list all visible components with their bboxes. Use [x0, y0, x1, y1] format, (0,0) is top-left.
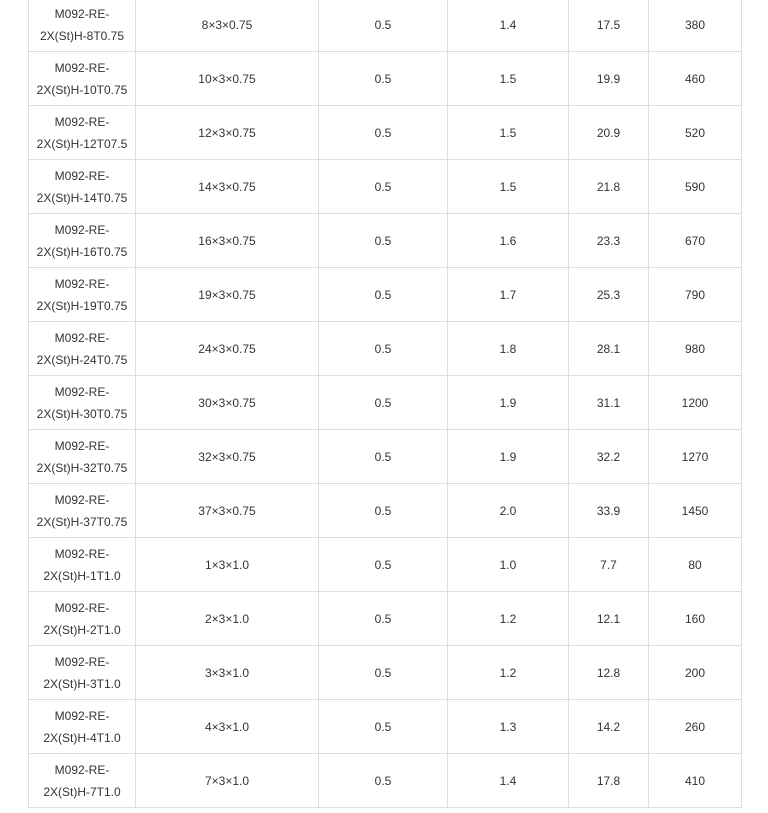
value-cell-col6: 410	[649, 754, 742, 808]
value-cell-col6: 590	[649, 160, 742, 214]
model-code-line2: 2X(St)H-24T0.75	[36, 352, 128, 367]
construction-cell: 1×3×1.0	[136, 538, 319, 592]
model-code-line1: M092-RE-	[54, 708, 110, 723]
model-code-line1: M092-RE-	[54, 114, 110, 129]
value-cell-col4: 2.0	[448, 484, 569, 538]
value-cell-col5: 19.9	[569, 52, 649, 106]
value-cell-col5: 28.1	[569, 322, 649, 376]
model-code-line2: 2X(St)H-3T1.0	[43, 676, 121, 691]
value-cell-col5: 7.7	[569, 538, 649, 592]
value-cell-col3: 0.5	[319, 268, 448, 322]
value-cell-col5: 32.2	[569, 430, 649, 484]
model-cell	[29, 484, 136, 538]
value-cell-col6: 460	[649, 52, 742, 106]
model-cell	[29, 700, 136, 754]
value-cell-col6: 1450	[649, 484, 742, 538]
model-cell	[29, 160, 136, 214]
model-code-line2: 2X(St)H-10T0.75	[36, 82, 128, 97]
value-cell-col4: 1.4	[448, 754, 569, 808]
model-cell	[29, 0, 136, 52]
table-row	[29, 268, 742, 322]
table-row	[29, 376, 742, 430]
table-row	[29, 52, 742, 106]
model-code-line1: M092-RE-	[54, 330, 110, 345]
value-cell-col4: 1.5	[448, 160, 569, 214]
value-cell-col4: 1.0	[448, 538, 569, 592]
value-cell-col3: 0.5	[319, 214, 448, 268]
value-cell-col6: 80	[649, 538, 742, 592]
model-code-line2: 2X(St)H-14T0.75	[36, 190, 128, 205]
model-code-line1: M092-RE-	[54, 492, 110, 507]
table-row	[29, 700, 742, 754]
model-code-line1: M092-RE-	[54, 60, 110, 75]
model-code-line2: 2X(St)H-16T0.75	[36, 244, 128, 259]
table-row	[29, 0, 742, 52]
value-cell-col4: 1.2	[448, 592, 569, 646]
value-cell-col5: 17.5	[569, 0, 649, 52]
construction-cell: 4×3×1.0	[136, 700, 319, 754]
value-cell-col3: 0.5	[319, 700, 448, 754]
value-cell-col3: 0.5	[319, 592, 448, 646]
construction-cell: 14×3×0.75	[136, 160, 319, 214]
construction-cell: 32×3×0.75	[136, 430, 319, 484]
construction-cell: 3×3×1.0	[136, 646, 319, 700]
model-code-line2: 2X(St)H-19T0.75	[36, 298, 128, 313]
value-cell-col6: 380	[649, 0, 742, 52]
value-cell-col4: 1.7	[448, 268, 569, 322]
model-code-line1: M092-RE-	[54, 384, 110, 399]
model-code-line1: M092-RE-	[54, 438, 110, 453]
model-cell	[29, 322, 136, 376]
value-cell-col6: 790	[649, 268, 742, 322]
value-cell-col3: 0.5	[319, 0, 448, 52]
model-cell	[29, 214, 136, 268]
model-cell	[29, 430, 136, 484]
table-body	[29, 0, 742, 808]
value-cell-col4: 1.8	[448, 322, 569, 376]
value-cell-col5: 23.3	[569, 214, 649, 268]
model-code-line1: M092-RE-	[54, 600, 110, 615]
value-cell-col5: 12.1	[569, 592, 649, 646]
value-cell-col5: 33.9	[569, 484, 649, 538]
value-cell-col6: 670	[649, 214, 742, 268]
construction-cell: 37×3×0.75	[136, 484, 319, 538]
value-cell-col4: 1.5	[448, 106, 569, 160]
model-code-line2: 2X(St)H-1T1.0	[43, 568, 121, 583]
model-cell	[29, 52, 136, 106]
value-cell-col5: 25.3	[569, 268, 649, 322]
construction-cell: 30×3×0.75	[136, 376, 319, 430]
value-cell-col6: 1200	[649, 376, 742, 430]
cable-spec-table	[28, 0, 742, 808]
construction-cell: 16×3×0.75	[136, 214, 319, 268]
value-cell-col4: 1.9	[448, 376, 569, 430]
spec-table-container	[28, 0, 741, 808]
value-cell-col3: 0.5	[319, 754, 448, 808]
value-cell-col6: 1270	[649, 430, 742, 484]
model-code-line1: M092-RE-	[54, 762, 110, 777]
construction-cell: 8×3×0.75	[136, 0, 319, 52]
table-row	[29, 538, 742, 592]
model-code-line2: 2X(St)H-4T1.0	[43, 730, 121, 745]
value-cell-col3: 0.5	[319, 646, 448, 700]
construction-cell: 10×3×0.75	[136, 52, 319, 106]
construction-cell: 2×3×1.0	[136, 592, 319, 646]
table-row	[29, 592, 742, 646]
value-cell-col5: 20.9	[569, 106, 649, 160]
value-cell-col6: 520	[649, 106, 742, 160]
value-cell-col5: 31.1	[569, 376, 649, 430]
model-code-line1: M092-RE-	[54, 6, 110, 21]
table-row	[29, 160, 742, 214]
table-row	[29, 430, 742, 484]
model-cell	[29, 376, 136, 430]
value-cell-col3: 0.5	[319, 376, 448, 430]
model-cell	[29, 106, 136, 160]
model-code-line2: 2X(St)H-30T0.75	[36, 406, 128, 421]
table-row	[29, 754, 742, 808]
model-code-line2: 2X(St)H-37T0.75	[36, 514, 128, 529]
value-cell-col5: 17.8	[569, 754, 649, 808]
value-cell-col3: 0.5	[319, 52, 448, 106]
value-cell-col4: 1.5	[448, 52, 569, 106]
value-cell-col5: 21.8	[569, 160, 649, 214]
value-cell-col3: 0.5	[319, 106, 448, 160]
model-cell	[29, 268, 136, 322]
construction-cell: 19×3×0.75	[136, 268, 319, 322]
model-code-line1: M092-RE-	[54, 168, 110, 183]
value-cell-col3: 0.5	[319, 484, 448, 538]
table-row	[29, 322, 742, 376]
value-cell-col4: 1.4	[448, 0, 569, 52]
value-cell-col4: 1.2	[448, 646, 569, 700]
model-code-line2: 2X(St)H-2T1.0	[43, 622, 121, 637]
model-code-line2: 2X(St)H-7T1.0	[43, 784, 121, 799]
value-cell-col3: 0.5	[319, 322, 448, 376]
value-cell-col6: 260	[649, 700, 742, 754]
model-code-line1: M092-RE-	[54, 654, 110, 669]
model-cell	[29, 592, 136, 646]
model-cell	[29, 646, 136, 700]
construction-cell: 12×3×0.75	[136, 106, 319, 160]
value-cell-col5: 12.8	[569, 646, 649, 700]
table-row	[29, 214, 742, 268]
table-row	[29, 484, 742, 538]
construction-cell: 24×3×0.75	[136, 322, 319, 376]
model-code-line2: 2X(St)H-32T0.75	[36, 460, 128, 475]
model-code-line2: 2X(St)H-12T07.5	[36, 136, 128, 151]
model-cell	[29, 754, 136, 808]
value-cell-col4: 1.9	[448, 430, 569, 484]
model-code-line1: M092-RE-	[54, 276, 110, 291]
value-cell-col3: 0.5	[319, 160, 448, 214]
construction-cell: 7×3×1.0	[136, 754, 319, 808]
value-cell-col6: 980	[649, 322, 742, 376]
value-cell-col4: 1.3	[448, 700, 569, 754]
value-cell-col3: 0.5	[319, 538, 448, 592]
value-cell-col5: 14.2	[569, 700, 649, 754]
model-code-line1: M092-RE-	[54, 222, 110, 237]
value-cell-col6: 160	[649, 592, 742, 646]
model-code-line2: 2X(St)H-8T0.75	[39, 28, 125, 43]
model-cell	[29, 538, 136, 592]
table-row	[29, 646, 742, 700]
value-cell-col4: 1.6	[448, 214, 569, 268]
model-code-line1: M092-RE-	[54, 546, 110, 561]
table-row	[29, 106, 742, 160]
value-cell-col3: 0.5	[319, 430, 448, 484]
value-cell-col6: 200	[649, 646, 742, 700]
